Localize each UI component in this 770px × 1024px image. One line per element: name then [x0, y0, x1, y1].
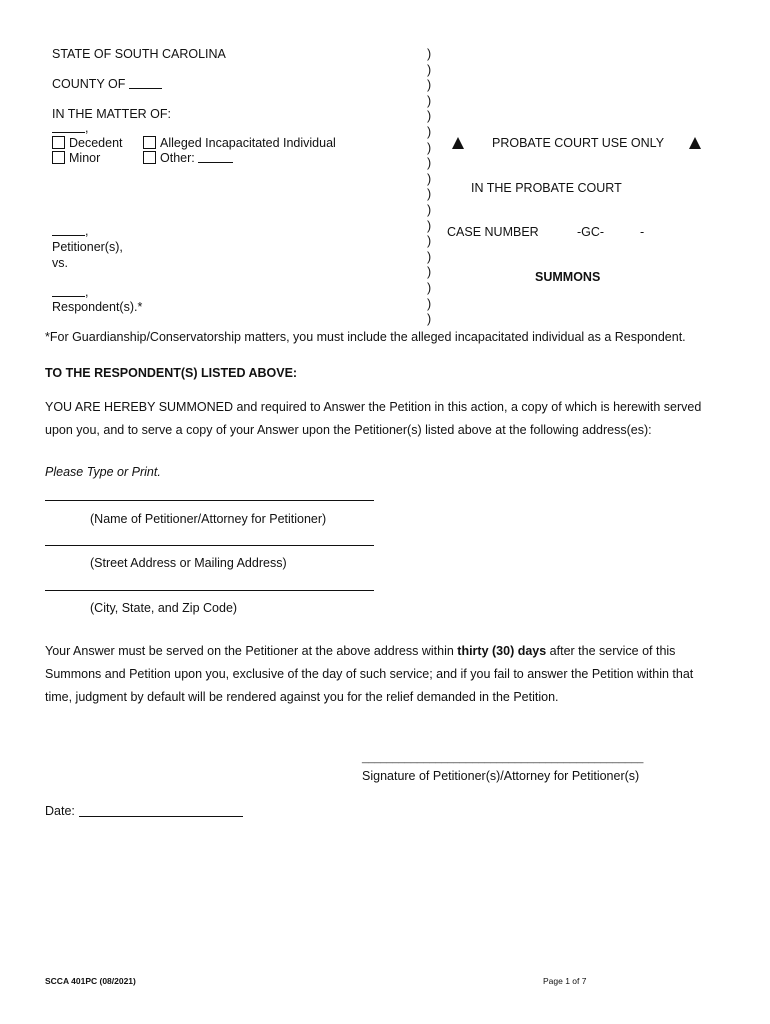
summoned-paragraph: YOU ARE HEREBY SUMMONED and required to Answer the Petition in this action, a copy of which is herewith served upon you, and to serve a copy of your Answer upon the Petitioner(s) listed above at the following address(es): — [45, 400, 702, 437]
petitioner-name-line[interactable]: , — [52, 224, 88, 238]
answer-paragraph: Your Answer must be served on the Petitioner at the above address within thirty (30) days after the service of this Summons and Petition upon you, exclusive of the day of such service; and if you fail to answer the Petition within that time, judgment by default will be rendered against you for the relief demanded in the Petition. — [45, 644, 694, 704]
case-gc: -GC- — [577, 225, 605, 239]
paren-mark: ) — [427, 202, 432, 217]
court-label: IN THE PROBATE COURT — [471, 181, 622, 195]
paren-mark: ) — [427, 62, 432, 77]
paren-mark: ) — [427, 93, 432, 108]
triangle-left-icon — [452, 137, 464, 149]
respondents-label: Respondent(s).* — [52, 300, 143, 314]
paren-mark: ) — [427, 140, 432, 155]
paren-mark: ) — [427, 47, 432, 61]
decedent-option[interactable]: Decedent — [52, 136, 123, 150]
paren-mark: ) — [427, 312, 432, 327]
paren-mark: ) — [427, 218, 432, 233]
signature-line[interactable]: ______________________________________________ — [362, 752, 644, 764]
matter-label: IN THE MATTER OF: — [52, 107, 171, 121]
answer-deadline: thirty (30) days — [457, 644, 547, 658]
caption-divider — [427, 47, 431, 328]
state-label: STATE OF SOUTH CAROLINA — [52, 47, 226, 61]
city-line[interactable] — [45, 590, 374, 591]
respondent-name-line[interactable]: , — [52, 285, 88, 299]
paren-mark: ) — [427, 280, 432, 295]
paren-mark: ) — [427, 156, 432, 171]
paren-mark: ) — [427, 187, 432, 202]
paren-mark: ) — [427, 234, 432, 249]
paren-mark: ) — [427, 265, 432, 280]
paren-mark: ) — [427, 109, 432, 124]
street-line[interactable] — [45, 545, 374, 546]
page-number: Page 1 of 7 — [543, 976, 587, 986]
respondents-heading: TO THE RESPONDENT(S) LISTED ABOVE: — [45, 366, 298, 380]
alleged-option[interactable]: Alleged Incapacitated Individual — [143, 136, 336, 150]
paren-mark: ) — [427, 296, 432, 311]
paren-mark: ) — [427, 78, 432, 93]
county-label: COUNTY OF — [52, 77, 162, 91]
triangle-right-icon — [689, 137, 701, 149]
petitioners-label: Petitioner(s), — [52, 240, 123, 254]
county-blank[interactable] — [129, 78, 162, 89]
other-blank[interactable] — [198, 152, 233, 163]
paren-mark: ) — [427, 171, 432, 186]
guardianship-note: *For Guardianship/Conservatorship matters, you must include the alleged incapacitated individual as a Respondent. — [45, 330, 686, 344]
form-number: SCCA 401PC (08/2021) — [45, 976, 136, 986]
paren-mark: ) — [427, 249, 432, 264]
city-caption: (City, State, and Zip Code) — [90, 601, 238, 615]
other-checkbox[interactable] — [143, 151, 156, 164]
summons-title: SUMMONS — [535, 270, 601, 284]
other-option[interactable]: Other: — [143, 151, 233, 165]
signature-label: Signature of Petitioner(s)/Attorney for Petitioner(s) — [362, 769, 640, 783]
minor-option[interactable]: Minor — [52, 151, 100, 165]
probate-use-label: PROBATE COURT USE ONLY — [492, 136, 665, 150]
date-line[interactable] — [79, 816, 243, 817]
name-caption: (Name of Petitioner/Attorney for Petitioner) — [90, 512, 327, 526]
case-number-label: CASE NUMBER — [447, 225, 539, 239]
case-dash: - — [640, 225, 645, 239]
matter-name-line[interactable]: , — [52, 121, 88, 135]
paren-mark: ) — [427, 124, 432, 139]
alleged-checkbox[interactable] — [143, 136, 156, 149]
name-line[interactable] — [45, 500, 374, 501]
please-print: Please Type or Print. — [45, 465, 161, 479]
street-caption: (Street Address or Mailing Address) — [90, 556, 287, 570]
decedent-checkbox[interactable] — [52, 136, 65, 149]
minor-checkbox[interactable] — [52, 151, 65, 164]
date-label: Date: — [45, 804, 75, 818]
vs-label: vs. — [52, 256, 68, 270]
